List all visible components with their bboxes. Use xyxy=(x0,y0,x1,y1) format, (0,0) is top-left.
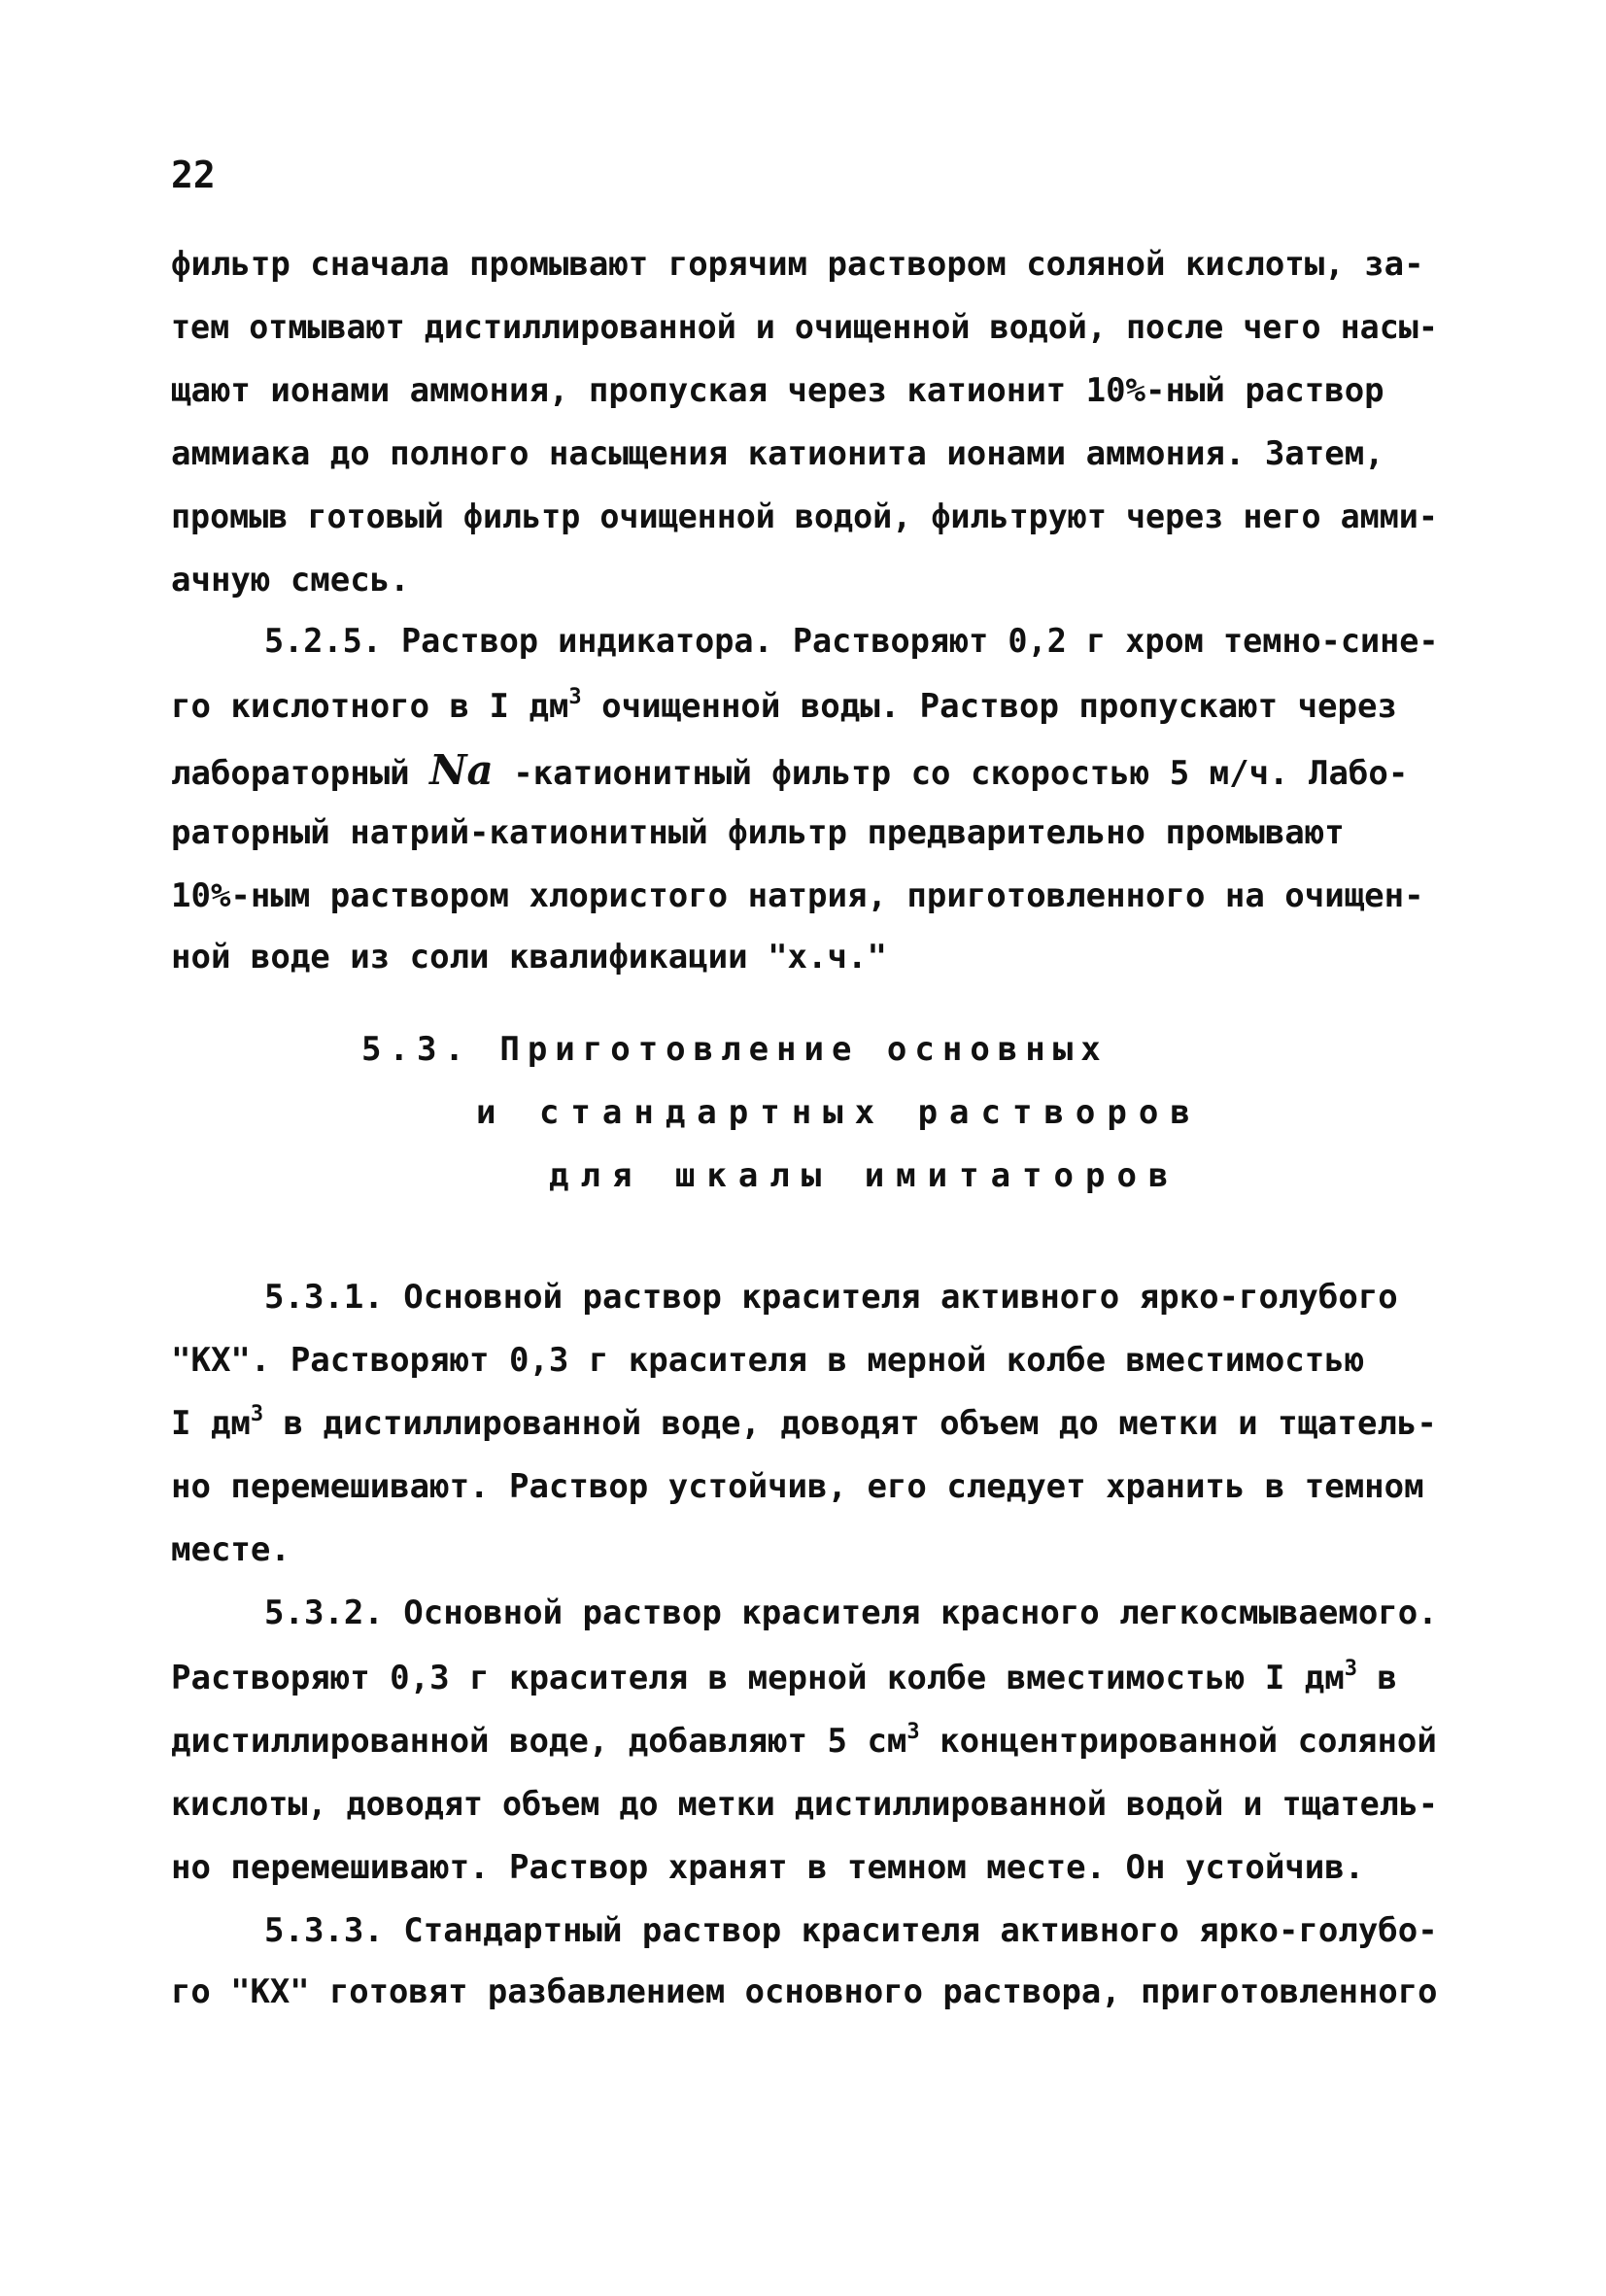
section-5-3-1-line-5: месте. xyxy=(171,1530,290,1569)
paragraph-1-line-4: аммиака до полного насыщения катионита ионами аммония. Затем, xyxy=(171,434,1384,473)
text-fragment: в xyxy=(1356,1659,1397,1697)
text-fragment: дистиллированной воде, добавляют 5 см xyxy=(171,1722,907,1761)
sodium-symbol: Na xyxy=(429,746,494,794)
section-5-3-2-line-5: но перемешивают. Раствор хранят в темном месте. Он устойчив. xyxy=(171,1848,1365,1887)
paragraph-1-line-5: промыв готовый фильтр очищенной водой, фильтруют через него амми- xyxy=(171,497,1438,536)
section-heading-line-3: для шкалы имитаторов xyxy=(549,1156,1180,1195)
page-number: 22 xyxy=(171,154,216,196)
text-fragment: -катионитный фильтр со скоростью 5 м/ч. Лабо- xyxy=(493,754,1409,793)
paragraph-1-line-6: ачную смесь. xyxy=(171,561,410,600)
text-fragment: очищенной воды. Раствор пропускают через xyxy=(581,687,1397,726)
superscript: 3 xyxy=(250,1402,264,1426)
section-5-2-5-line-4: раторный натрий-катионитный фильтр предварительно промывают xyxy=(171,813,1345,852)
paragraph-1-line-2: тем отмывают дистиллированной и очищенной водой, после чего насы- xyxy=(171,308,1438,347)
text-fragment: Растворяют 0,3 г красителя в мерной колбе вместимостью I дм xyxy=(171,1659,1345,1697)
superscript: 3 xyxy=(1344,1657,1357,1681)
section-5-3-2-line-3 xyxy=(171,1720,1437,1761)
section-5-3-1-line-2: "КХ". Растворяют 0,3 г красителя в мерной колбе вместимостью xyxy=(171,1341,1365,1380)
section-5-2-5-line-1: 5.2.5. Раствор индикатора. Растворяют 0,2 г хром темно-сине- xyxy=(264,622,1439,661)
section-5-3-2-line-1: 5.3.2. Основной раствор красителя красного легкосмываемого. xyxy=(264,1593,1438,1632)
text-fragment: в дистиллированной воде, доводят объем до метки и тщатель- xyxy=(263,1404,1437,1443)
section-5-3-1-line-3 xyxy=(171,1402,1437,1443)
text-fragment: концентрированной соляной xyxy=(919,1722,1437,1761)
section-heading-line-2: и стандартных растворов xyxy=(476,1093,1202,1132)
section-5-3-3-line-2: го "КХ" готовят разбавлением основного раствора, приготовленного xyxy=(171,1972,1438,2011)
section-5-3-2-line-2 xyxy=(171,1657,1397,1697)
section-5-3-2-line-4: кислоты, доводят объем до метки дистиллированной водой и тщатель- xyxy=(171,1785,1438,1824)
text-fragment: I дм xyxy=(171,1404,251,1443)
section-5-3-3-line-1: 5.3.3. Стандартный раствор красителя активного ярко-голубо- xyxy=(264,1911,1438,1950)
section-5-2-5-line-6: ной воде из соли квалификации "х.ч." xyxy=(171,938,887,977)
section-5-2-5-line-5: 10%-ным раствором хлористого натрия, приготовленного на очищен- xyxy=(171,876,1424,915)
superscript: 3 xyxy=(568,685,582,709)
text-fragment: лабораторный xyxy=(171,754,430,793)
paragraph-1-line-3: щают ионами аммония, пропуская через катионит 10%-ный раствор xyxy=(171,371,1384,410)
section-5-2-5-line-2 xyxy=(171,685,1397,726)
paragraph-1-line-1: фильтр сначала промывают горячим раствором соляной кислоты, за- xyxy=(171,245,1424,284)
section-heading-line-1: 5.3. Приготовление основных xyxy=(361,1030,1109,1069)
section-5-3-1-line-4: но перемешивают. Раствор устойчив, его следует хранить в темном xyxy=(171,1467,1424,1506)
section-5-3-1-line-1: 5.3.1. Основной раствор красителя активного ярко-голубого xyxy=(264,1278,1398,1317)
superscript: 3 xyxy=(906,1720,920,1744)
text-fragment: го кислотного в I дм xyxy=(171,687,569,726)
section-5-2-5-line-3 xyxy=(171,746,1409,794)
